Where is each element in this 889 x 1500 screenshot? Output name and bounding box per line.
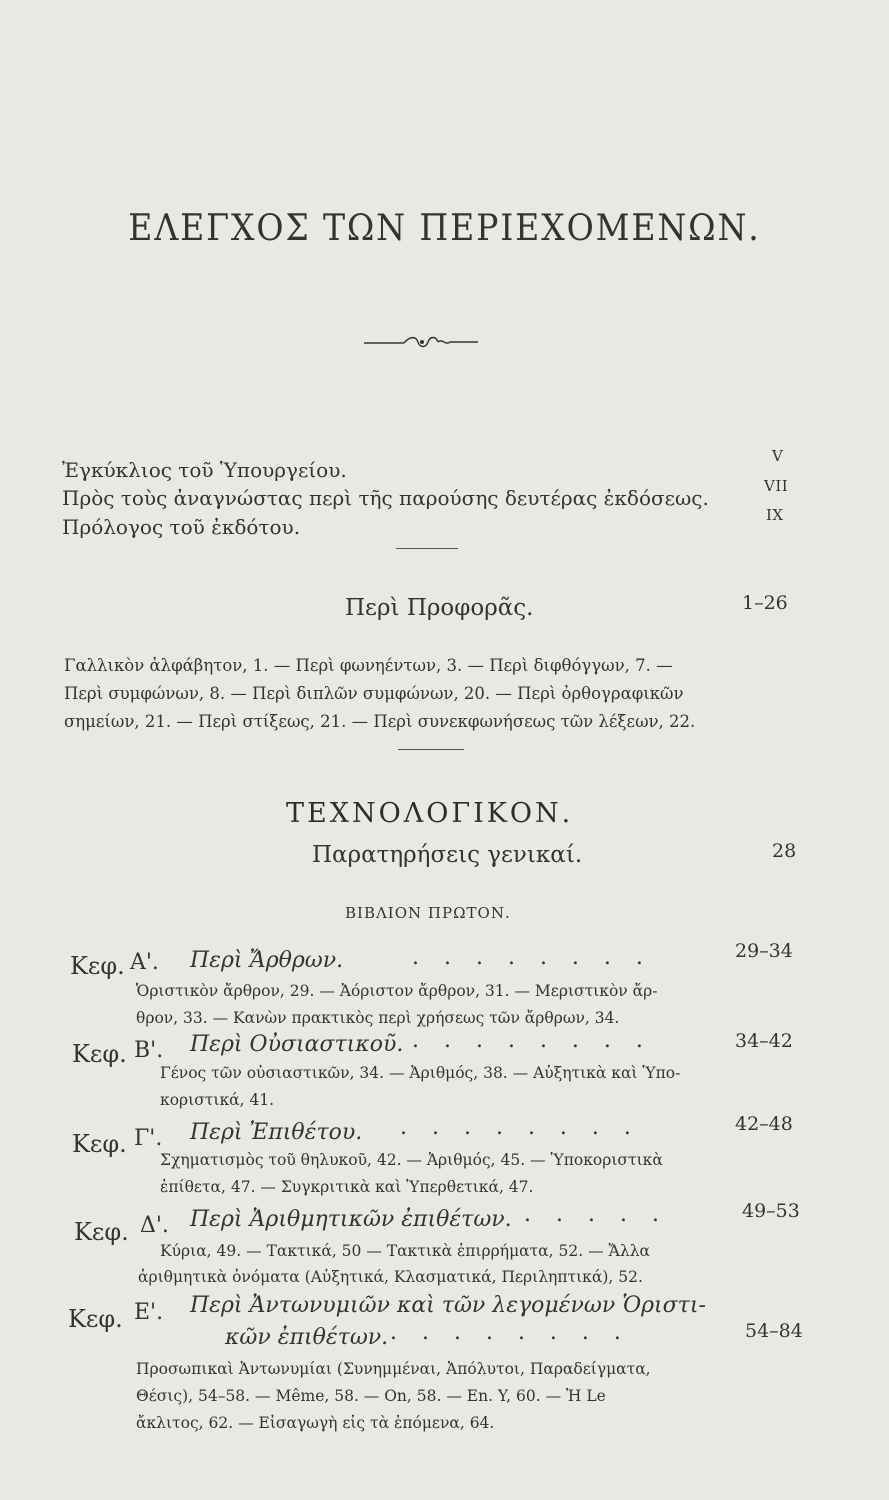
leader-dots: . . . . . . . . [412, 945, 652, 970]
chapter-summary-line: Θέσις), 54–58. — Même, 58. — On, 58. — En. Y, 60. — Ἡ Le [136, 1387, 606, 1405]
chapter-title: Περὶ Ἄρθρων. [190, 948, 344, 973]
chapter-number: Δ'. [140, 1213, 169, 1238]
chapter-pages: 49–53 [742, 1200, 800, 1222]
general-remarks-pages: 28 [772, 840, 797, 862]
chapter-pages: 42–48 [735, 1113, 793, 1135]
chapter-number: Β'. [134, 1038, 164, 1063]
pronunciation-summary-line: Περὶ συμφώνων, 8. — Περὶ διπλῶν συμφώνων, 20. — Περὶ ὀρθογραφικῶν [64, 684, 684, 703]
front-matter-page-vii: VII [764, 477, 789, 495]
general-remarks-heading: Παρατηρήσεις γενικαί. [312, 842, 583, 868]
ornament-divider [362, 330, 480, 354]
chapter-label: Κεφ. [70, 952, 125, 980]
chapter-summary-line: κοριστικά, 41. [160, 1091, 275, 1109]
chapter-summary-line: ἄκλιτος, 62. — Εἰσαγωγὴ εἰς τὰ ἑπόμενα, 64. [136, 1414, 495, 1432]
chapter-summary-line: Προσωπικαὶ Ἀντωνυμίαι (Συνημμέναι, Ἀπόλυτοι, Παραδείγματα, [136, 1360, 651, 1378]
part-title: ΤΕΧΝΟΛΟΓΙΚΟΝ. [286, 798, 574, 829]
chapter-title: Περὶ Ἀριθμητικῶν ἐπιθέτων. [190, 1207, 512, 1232]
section-rule [398, 749, 464, 750]
leader-dots: . . . . . . . . [400, 1115, 640, 1140]
pronunciation-heading: Περὶ Προφορᾶς. [345, 595, 534, 621]
pronunciation-summary-line: Γαλλικὸν ἀλφάβητον, 1. — Περὶ φωνηέντων, 3. — Περὶ διφθόγγων, 7. — [64, 656, 673, 675]
chapter-pages: 54–84 [745, 1320, 803, 1342]
chapter-title: Περὶ Ἀντωνυμιῶν καὶ τῶν λεγομένων Ὁριστι- [190, 1293, 706, 1318]
section-rule [396, 548, 458, 549]
chapter-summary-line: Ὁριστικὸν ἄρθρον, 29. — Ἀόριστον ἄρθρον, 31. — Μεριστικὸν ἄρ- [136, 982, 658, 1000]
chapter-title: Περὶ Ἐπιθέτου. [190, 1120, 363, 1145]
chapter-label: Κεφ. [72, 1040, 127, 1068]
chapter-summary-line: ἀριθμητικὰ ὀνόματα (Αὐξητικά, Κλασματικά, Περιληπτικά), 52. [138, 1268, 643, 1286]
front-matter-page-ix: IX [766, 506, 784, 524]
leader-dots: . . . . . . . . [412, 1028, 652, 1053]
chapter-number: Γ'. [134, 1126, 163, 1151]
chapter-number: Ε'. [134, 1300, 164, 1325]
chapter-summary-line: θρον, 33. — Κανὼν πρακτικὸς περὶ χρήσεως τῶν ἄρθρων, 34. [136, 1009, 620, 1027]
front-matter-page-v: V [772, 447, 784, 465]
book-title: ΒΙΒΛΙΟΝ ΠΡΩΤΟΝ. [345, 904, 511, 922]
chapter-pages: 34–42 [735, 1030, 793, 1052]
chapter-summary-line: ἐπίθετα, 47. — Συγκριτικὰ καὶ Ὑπερθετικά, 47. [160, 1178, 534, 1196]
chapter-pages: 29–34 [735, 940, 793, 962]
front-matter-encyclical: Ἐγκύκλιος τοῦ Ὑπουργείου. [62, 458, 347, 482]
front-matter-to-readers: Πρὸς τοὺς ἀναγνώστας περὶ τῆς παρούσης δευτέρας ἐκδόσεως. [62, 486, 709, 510]
chapter-label: Κεφ. [72, 1130, 127, 1158]
chapter-label: Κεφ. [68, 1305, 123, 1333]
page-title: ΕΛΕΓΧΟΣ ΤΩΝ ΠΕΡΙΕΧΟΜΕΝΩΝ. [128, 208, 761, 249]
chapter-number: Α'. [130, 950, 159, 975]
chapter-summary-line: Σχηματισμὸς τοῦ θηλυκοῦ, 42. — Ἀριθμός, 45. — Ὑποκοριστικὰ [160, 1151, 663, 1169]
chapter-summary-line: Κύρια, 49. — Τακτικά, 50 — Τακτικὰ ἐπιρρήματα, 52. — Ἄλλα [160, 1242, 650, 1260]
leader-dots: . . . . . . . . [390, 1320, 630, 1345]
chapter-summary-line: Γένος τῶν οὐσιαστικῶν, 34. — Ἀριθμός, 38. — Αὐξητικὰ καὶ Ὑπο- [160, 1064, 681, 1082]
chapter-title-continuation: κῶν ἐπιθέτων. [225, 1325, 389, 1350]
front-matter-prologue: Πρόλογος τοῦ ἐκδότου. [62, 515, 301, 539]
chapter-title: Περὶ Οὐσιαστικοῦ. [190, 1032, 404, 1057]
chapter-label: Κεφ. [74, 1218, 129, 1246]
pronunciation-summary-line: σημείων, 21. — Περὶ στίξεως, 21. — Περὶ συνεκφωνήσεως τῶν λέξεων, 22. [64, 712, 696, 731]
leader-dots: . . . . . [524, 1202, 668, 1227]
pronunciation-pages: 1–26 [742, 592, 788, 614]
